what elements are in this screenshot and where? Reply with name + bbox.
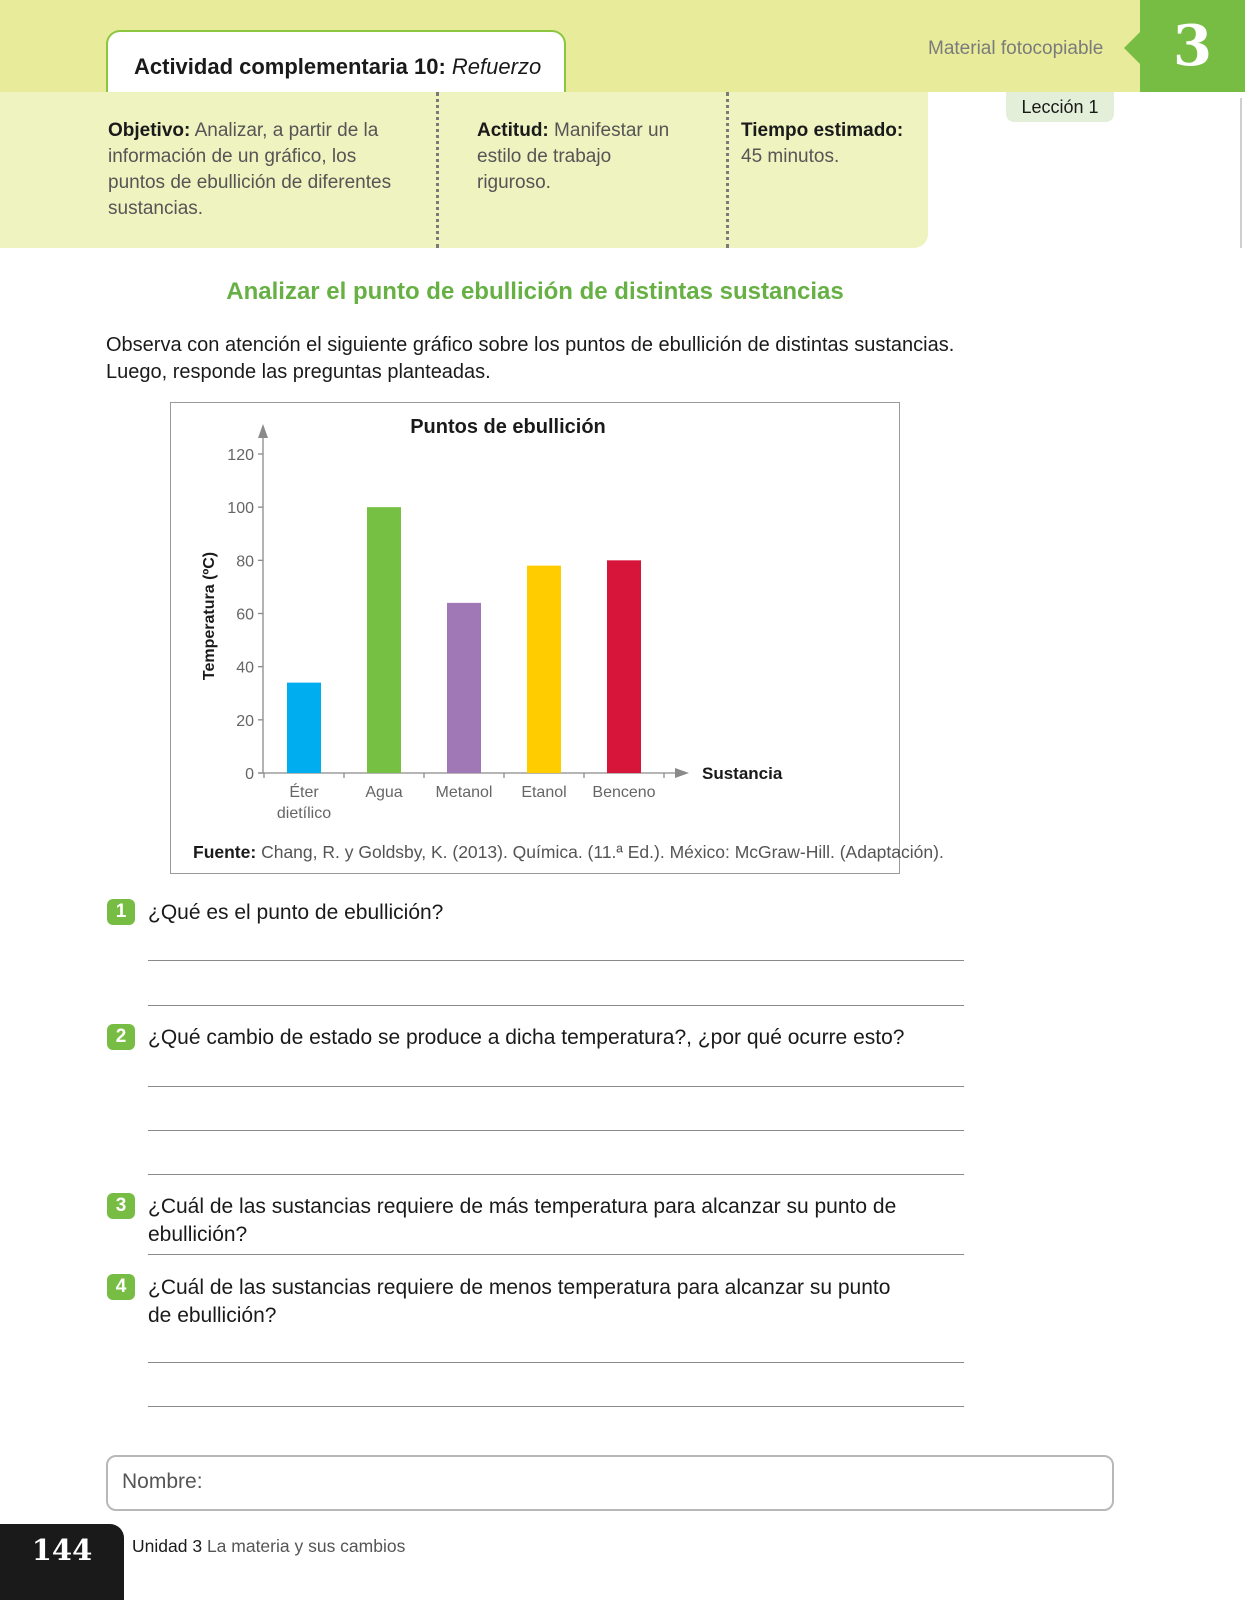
question-number: 1 [107, 899, 135, 925]
bar-4 [527, 566, 561, 773]
tiempo-text: 45 minutos. [741, 146, 840, 167]
y-axis-label: Temperatura (ºC) [201, 551, 218, 681]
question-text: ¿Qué cambio de estado se produce a dicha temperatura?, ¿por qué ocurre esto? [148, 1026, 905, 1049]
x-tick-label: Agua [365, 784, 403, 801]
objetivo-label: Objetivo: [108, 120, 191, 141]
x-axis-arrow [675, 768, 689, 778]
chart-title: Puntos de ebullición [410, 416, 606, 438]
intro-line: Observa con atención el siguiente gráfico sobre los puntos de ebullición de distintas sustancias. [106, 334, 955, 356]
info-divider [726, 92, 729, 248]
question-text: ¿Cuál de las sustancias requiere de menos temperatura para alcanzar su punto de ebullición? [148, 1276, 891, 1327]
chart-source [193, 842, 944, 863]
x-tick-label: Benceno [592, 784, 656, 801]
info-divider [436, 92, 439, 248]
question-number: 2 [107, 1024, 135, 1050]
y-tick-label: 0 [245, 766, 254, 783]
leccion-badge: Lección 1 [1006, 92, 1114, 122]
y-tick-label: 20 [236, 712, 254, 730]
objetivo-text: Analizar, a partir de la información de un gráfico, los puntos de ebullición de diferentes sustancias. [108, 120, 392, 219]
actitud-text: Manifestar un estilo de trabajo riguroso. [477, 120, 670, 193]
footer-unit-label: Unidad 3 [132, 1536, 203, 1556]
footer-unit [132, 1536, 405, 1557]
actitud-label: Actitud: [477, 120, 549, 141]
answer-line[interactable] [148, 1130, 964, 1131]
question-text: ¿Qué es el punto de ebullición? [148, 901, 444, 924]
question-number: 4 [107, 1274, 135, 1300]
page-number: 144 [31, 1533, 93, 1567]
y-tick-label: 100 [227, 500, 254, 518]
tiempo-label: Tiempo estimado: [741, 120, 904, 141]
y-tick-label: 80 [236, 553, 254, 571]
intro-line: Luego, responde las preguntas planteadas. [106, 361, 491, 383]
bar-2 [367, 507, 401, 773]
bar-3 [447, 603, 481, 773]
page-edge [1240, 98, 1242, 248]
answer-line[interactable] [148, 960, 964, 961]
source-label: Fuente: [193, 842, 257, 862]
answer-line[interactable] [148, 1362, 964, 1363]
activity-title: Actividad complementaria 10: Refuerzo [134, 54, 542, 79]
question-text: ¿Cuál de las sustancias requiere de más temperatura para alcanzar su punto de ebullición? [148, 1195, 897, 1246]
y-tick-label: 120 [227, 447, 254, 464]
y-tick-label: 60 [236, 606, 254, 624]
unit-number: 3 [1173, 13, 1212, 79]
bar-1 [287, 683, 321, 773]
y-tick-label: 40 [236, 659, 254, 677]
y-axis-arrow [258, 424, 268, 438]
source-text: Chang, R. y Goldsby, K. (2013). Química. (11.ª Ed.). México: McGraw-Hill. (Adaptación). [261, 842, 944, 862]
x-tick-label: Éter [289, 784, 319, 801]
x-tick-label: dietílico [276, 805, 332, 822]
x-tick-label: Metanol [435, 784, 493, 801]
objetivo-block [108, 118, 418, 222]
answer-line[interactable] [148, 1254, 964, 1255]
footer-unit-title: La materia y sus cambios [206, 1536, 406, 1556]
material-label: Material fotocopiable [928, 38, 1104, 59]
name-label: Nombre: [122, 1470, 203, 1493]
activity-subtitle: Refuerzo [451, 54, 542, 79]
name-field[interactable] [106, 1455, 1114, 1511]
answer-line[interactable] [148, 1406, 964, 1407]
x-axis-label: Sustancia [702, 764, 783, 783]
answer-line[interactable] [148, 1174, 964, 1175]
actitud-block [477, 118, 687, 196]
intro-text [106, 332, 1006, 386]
tiempo-block [741, 118, 931, 170]
bar-5 [607, 560, 641, 773]
answer-line[interactable] [148, 1086, 964, 1087]
x-tick-label: Etanol [521, 784, 567, 801]
section-title: Analizar el punto de ebullición de distintas sustancias [226, 278, 844, 305]
answer-line[interactable] [148, 1005, 964, 1006]
boiling-point-chart [170, 402, 900, 874]
question-number: 3 [107, 1193, 135, 1219]
